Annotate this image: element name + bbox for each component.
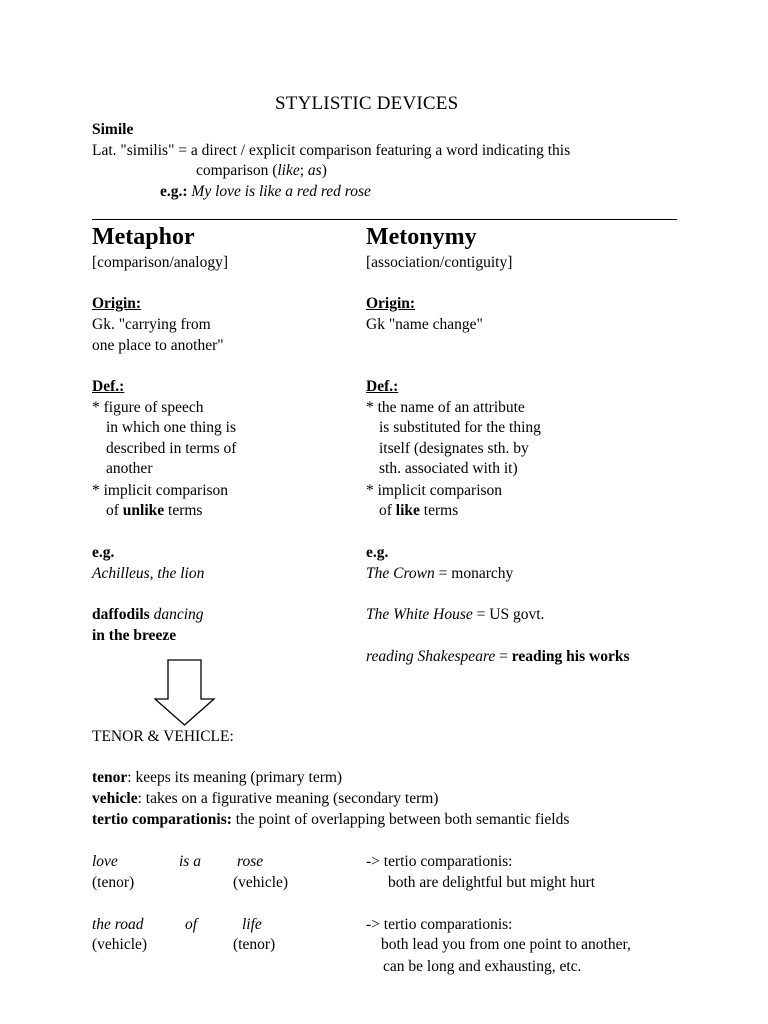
example1-label1: (tenor)	[92, 874, 135, 891]
metaphor-origin-line: Gk. "carrying from	[92, 316, 211, 333]
metaphor-def-line: * implicit comparison	[92, 482, 229, 499]
metaphor-example2-italic: dancing	[149, 606, 204, 623]
metonymy-def-last-post: terms	[419, 502, 459, 519]
metaphor-def-line: described in terms of	[106, 440, 237, 457]
metaphor-def-line: * figure of speech	[92, 399, 204, 416]
metonymy-ex1-italic: The Crown	[366, 565, 435, 582]
tertio-definition	[92, 810, 569, 831]
metaphor-def-last-bold: unlike	[122, 502, 165, 519]
simile-example-label: e.g.:	[160, 183, 188, 200]
metonymy-example3	[366, 647, 630, 668]
metonymy-ex3-italic: reading Shakespeare	[366, 648, 496, 665]
page-title: STYLISTIC DEVICES	[275, 93, 459, 114]
metonymy-ex2-rest: = US govt.	[472, 606, 545, 623]
metaphor-subtitle: [comparison/analogy]	[92, 254, 229, 271]
vehicle-definition	[92, 789, 438, 810]
metaphor-heading: Metaphor	[92, 224, 195, 250]
metaphor-origin-line: one place to another"	[92, 337, 224, 354]
example2-word3: life	[242, 916, 262, 933]
example1-word1: love	[92, 853, 118, 870]
example2-explanation-line2: can be long and exhausting, etc.	[383, 958, 582, 975]
example1-word3: rose	[237, 853, 264, 870]
metonymy-subtitle: [association/contiguity]	[366, 254, 513, 271]
metaphor-def-line: another	[106, 460, 153, 477]
example1-arrow-text: -> tertio comparationis:	[366, 853, 513, 870]
metonymy-ex2-italic: The White House	[366, 606, 473, 623]
metonymy-heading: Metonymy	[366, 224, 477, 250]
simile-example	[160, 182, 371, 203]
metaphor-origin-label: Origin:	[92, 295, 142, 312]
metonymy-origin-text: Gk "name change"	[366, 316, 483, 333]
metaphor-example2-bold: daffodils	[92, 606, 150, 623]
metonymy-eg-label: e.g.	[366, 544, 389, 561]
simile-def-pre: comparison (	[196, 162, 278, 179]
metaphor-def-label: Def.:	[92, 378, 125, 395]
metaphor-example2-line2: in the breeze	[92, 627, 177, 644]
down-arrow-icon	[154, 659, 216, 727]
simile-like: like	[277, 162, 300, 179]
example2-label2: (tenor)	[233, 936, 276, 953]
tertio-text: the point of overlapping between both semantic fields	[231, 811, 570, 828]
metonymy-example2	[366, 605, 544, 626]
metonymy-example1	[366, 564, 513, 585]
metonymy-ex3-eq: =	[495, 648, 512, 665]
example2-explanation-line1: both lead you from one point to another,	[381, 936, 631, 953]
example1-label2: (vehicle)	[233, 874, 289, 891]
tenor-definition	[92, 768, 342, 789]
vehicle-label: vehicle	[92, 790, 138, 807]
simile-definition-line2	[196, 161, 327, 182]
example2-word1: the road	[92, 916, 144, 933]
simile-heading: Simile	[92, 121, 134, 138]
vehicle-text: : takes on a figurative meaning (secondary term)	[137, 790, 439, 807]
metaphor-example1: Achilleus, the lion	[92, 565, 205, 582]
simile-as: as	[307, 162, 322, 179]
example1-explanation: both are delightful but might hurt	[388, 874, 596, 891]
metonymy-origin-label: Origin:	[366, 295, 416, 312]
example1-word2: is a	[179, 853, 201, 870]
simile-sep: ;	[299, 162, 308, 179]
metonymy-def-line: * implicit comparison	[366, 482, 503, 499]
metaphor-def-line: in which one thing is	[106, 419, 237, 436]
tenor-label: tenor	[92, 769, 128, 786]
tenor-vehicle-heading: TENOR & VEHICLE:	[92, 728, 234, 745]
metonymy-def-line: * the name of an attribute	[366, 399, 525, 416]
metonymy-def-line: itself (designates sth. by	[379, 440, 529, 457]
metaphor-def-last-pre: of	[106, 502, 123, 519]
metaphor-eg-label: e.g.	[92, 544, 115, 561]
metaphor-example2	[92, 605, 204, 626]
metonymy-def-line: is substituted for the thing	[379, 419, 541, 436]
simile-definition-line1: Lat. "similis" = a direct / explicit comparison featuring a word indicating this	[92, 142, 571, 159]
metaphor-def-last	[106, 501, 202, 522]
metaphor-def-last-post: terms	[164, 502, 203, 519]
metonymy-ex3-bold: reading his works	[511, 648, 630, 665]
tertio-label: tertio comparationis:	[92, 811, 232, 828]
metonymy-def-last	[379, 501, 458, 522]
metonymy-ex1-rest: = monarchy	[434, 565, 514, 582]
metonymy-def-last-bold: like	[395, 502, 420, 519]
simile-def-post: )	[321, 162, 327, 179]
simile-example-text: My love is like a red red rose	[191, 183, 371, 200]
metonymy-def-label: Def.:	[366, 378, 399, 395]
example2-word2: of	[185, 916, 198, 933]
tenor-text: : keeps its meaning (primary term)	[127, 769, 343, 786]
example2-label1: (vehicle)	[92, 936, 148, 953]
metonymy-def-last-pre: of	[379, 502, 396, 519]
example2-arrow-text: -> tertio comparationis:	[366, 916, 513, 933]
metonymy-def-line: sth. associated with it)	[379, 460, 518, 477]
section-divider	[92, 219, 677, 220]
